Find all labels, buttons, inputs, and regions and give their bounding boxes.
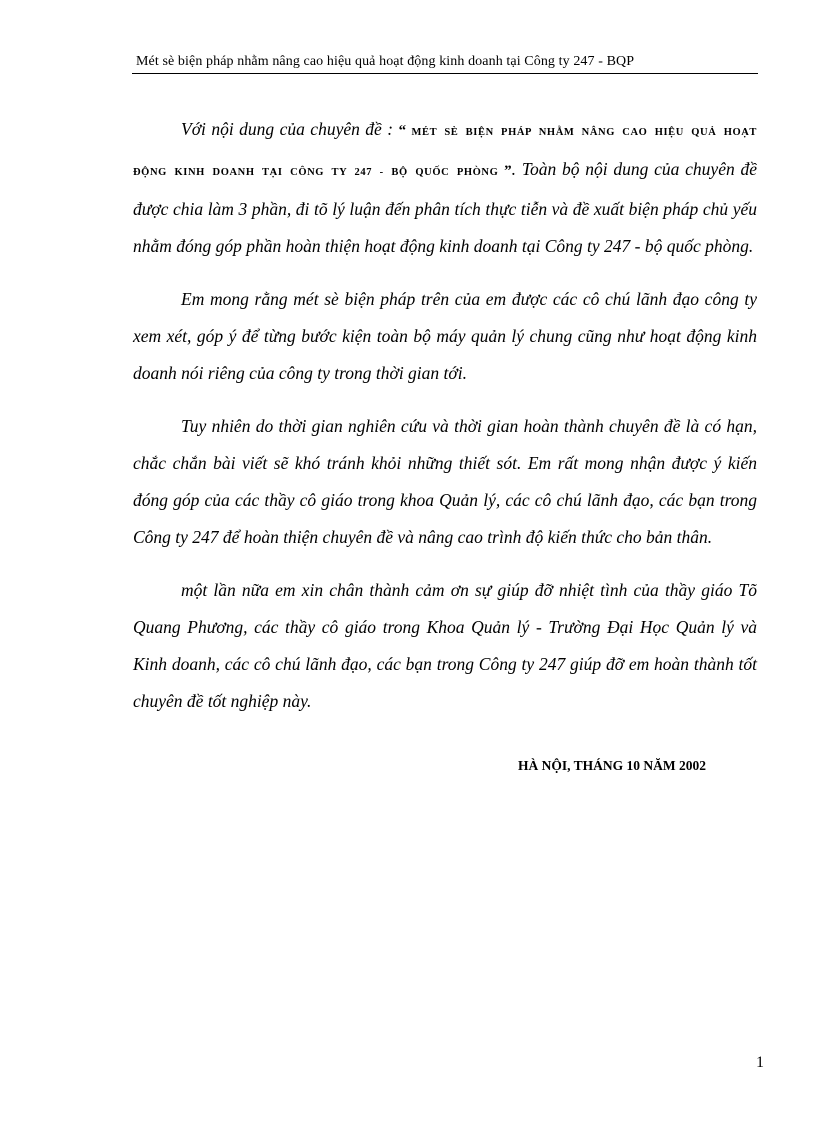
running-header-text: Mét sè biện pháp nhằm nâng cao hiệu quả hoạt động kinh doanh tại Công ty 247 - BQP <box>136 54 635 69</box>
thesis-title: MÉT SÈ BIỆN PHÁP NHẰM NÂNG CAO HIỆU QUẢ HOẠT ĐỘNG KINH DOANH TẠI CÔNG TY 247 - BỘ QUỐC PHÒNG <box>133 127 758 178</box>
running-header <box>132 52 758 74</box>
date-line: HÀ NỘI, THÁNG 10 NĂM 2002 <box>518 758 707 773</box>
open-quote: “ <box>398 123 407 139</box>
paragraph-intro-rest: . Toàn bộ nội dung của chuyên đề được chia làm 3 phần, đi tõ lý luận đến phân tích thực tiễn và đề xuất biện pháp chủ yếu nhằm đóng góp phần hoàn thiện hoạt động kinh doanh tại Công ty 247 - bộ quốc phòng. <box>133 159 758 256</box>
page-number: 1 <box>756 1054 764 1071</box>
paragraph-intro-lead: Với nội dung của chuyên đề : <box>181 119 394 139</box>
paragraph-hope: Em mong rằng mét sè biện pháp trên của em được các cô chú lãnh đạo công ty xem xét, góp ý để từng bước kiện toàn bộ máy quản lý chung cũng như hoạt động kinh doanh nói riêng của công ty trong thời gian tới. <box>133 289 757 383</box>
paragraph-thanks: một lần nữa em xin chân thành cảm ơn sự giúp đỡ nhiệt tình của thầy giáo Tõ Quang Phương, các thầy cô giáo trong Khoa Quản lý - Trường Đại Học Quản lý và Kinh doanh, các cô chú lãnh đạo, các bạn trong Công ty 247 giúp đỡ em hoàn thành tốt chuyên đề tốt nghiệp này. <box>133 580 757 711</box>
paragraph-limitations: Tuy nhiên do thời gian nghiên cứu và thời gian hoàn thành chuyên đề là có hạn, chắc chắn bài viết sẽ khó tránh khỏi những thiết sót. Em rất mong nhận được ý kiến đóng góp của các thầy cô giáo trong khoa Quản lý, các cô chú lãnh đạo, các bạn trong Công ty 247 để hoàn thiện chuyên đề và nâng cao trình độ kiến thức cho bản thân. <box>133 416 757 547</box>
document-body <box>133 111 757 736</box>
paragraph-intro <box>133 111 757 265</box>
close-quote: ” <box>504 163 512 179</box>
